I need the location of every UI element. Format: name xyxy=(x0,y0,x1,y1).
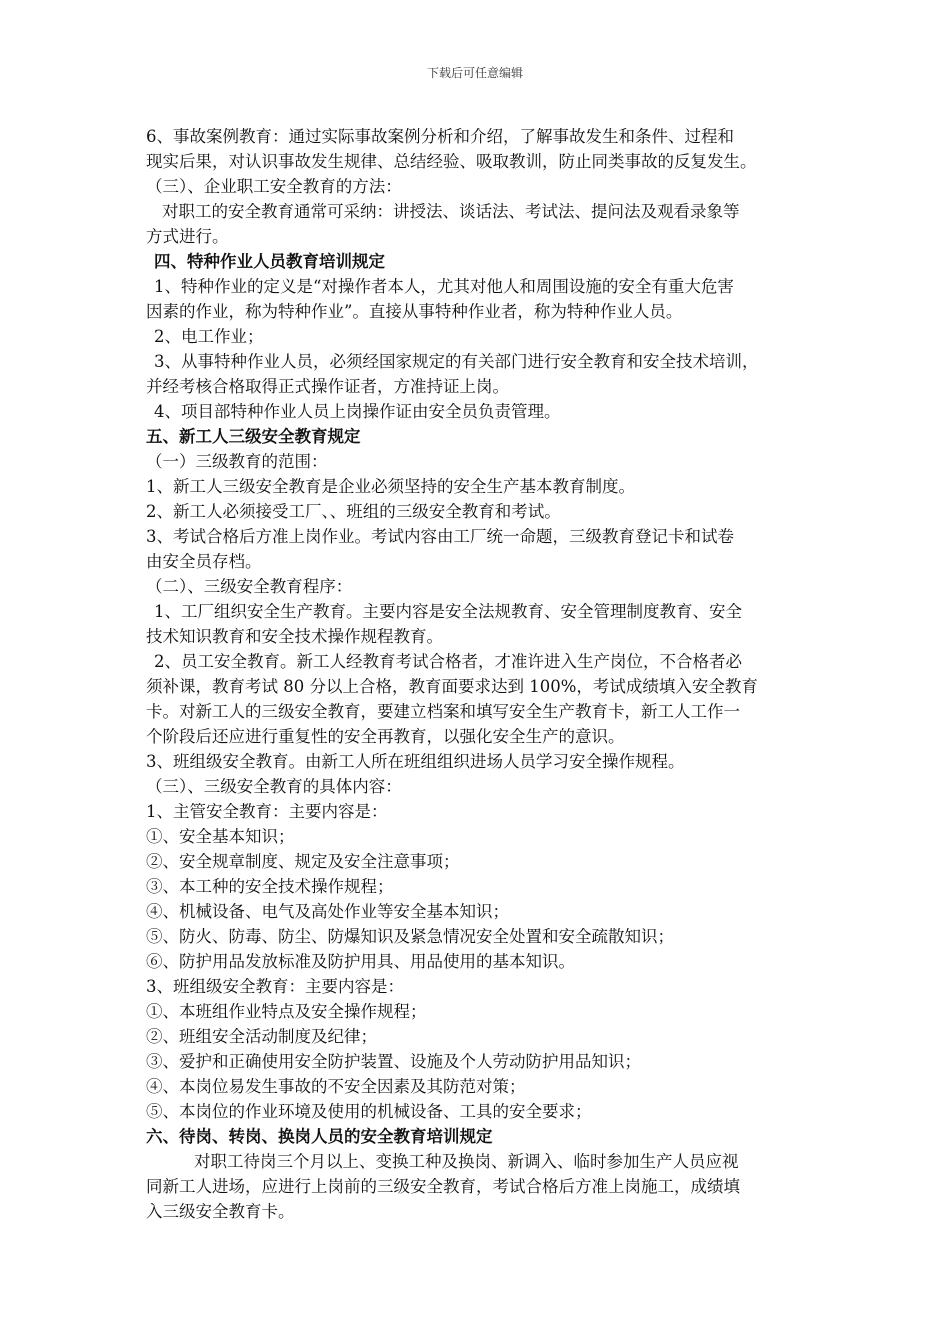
section-heading: 六、待岗、转岗、换岗人员的安全教育培训规定 xyxy=(146,1127,493,1146)
text-line: ①、本班组作业特点及安全操作规程； xyxy=(146,1002,427,1021)
text-line: 2、电工作业； xyxy=(154,327,264,346)
text-line: 2、新工人必须接受工厂、、班组的三级安全教育和考试。 xyxy=(146,502,561,521)
text-line: （三）、三级安全教育的具体内容： xyxy=(146,777,402,796)
text-line: 1、新工人三级安全教育是企业必须坚持的安全生产基本教育制度。 xyxy=(146,477,635,496)
text-line: 方式进行。 xyxy=(146,227,229,246)
text-line: 3、从事特种作业人员，必须经国家规定的有关部门进行安全教育和安全技术培训， xyxy=(154,352,759,371)
text-line: 卡。对新工人的三级安全教育，要建立档案和填写安全生产教育卡，新工人工作一 xyxy=(146,702,740,721)
text-line: ①、安全基本知识； xyxy=(146,827,295,846)
text-line: ⑤、防火、防毒、防尘、防爆知识及紧急情况安全处置和安全疏散知识； xyxy=(146,927,674,946)
text-line: ③、本工种的安全技术操作规程； xyxy=(146,877,394,896)
text-line: ②、安全规章制度、规定及安全注意事项； xyxy=(146,852,460,871)
text-line: 3、班组级安全教育：主要内容是： xyxy=(146,977,404,996)
text-line: 因素的作业，称为特种作业”。直接从事特种作业者，称为特种作业人员。 xyxy=(146,302,683,321)
text-line: 1、主管安全教育：主要内容是： xyxy=(146,802,388,821)
text-line: 3、班组级安全教育。由新工人所在班组组织进场人员学习安全操作规程。 xyxy=(146,752,685,771)
text-line: 个阶段后还应进行重复性的安全再教育，以强化安全生产的意识。 xyxy=(146,727,625,746)
text-line: 对职工待岗三个月以上、变换工种及换岗、新调入、临时参加生产人员应视 xyxy=(194,1152,739,1171)
text-line: ③、爱护和正确使用安全防护装置、设施及个人劳动防护用品知识； xyxy=(146,1052,641,1071)
text-line: 6、事故案例教育：通过实际事故案例分析和介绍，了解事故发生和条件、过程和 xyxy=(146,127,734,146)
text-line: ④、机械设备、电气及高处作业等安全基本知识； xyxy=(146,902,509,921)
text-line: ②、班组安全活动制度及纪律； xyxy=(146,1027,377,1046)
text-line: （一）三级教育的范围： xyxy=(146,452,328,471)
text-line: （二）、三级安全教育程序： xyxy=(146,577,353,596)
text-line: 1、工厂组织安全生产教育。主要内容是安全法规教育、安全管理制度教育、安全 xyxy=(154,602,742,621)
text-line: 3、考试合格后方准上岗作业。考试内容由工厂统一命题，三级教育登记卡和试卷 xyxy=(146,527,734,546)
text-line: （三）、企业职工安全教育的方法： xyxy=(146,177,402,196)
text-line: 入三级安全教育卡。 xyxy=(146,1202,295,1221)
document-body xyxy=(146,124,810,1224)
text-line: 现实后果，对认识事故发生规律、总结经验、吸取教训，防止同类事故的反复发生。 xyxy=(146,152,757,171)
section-heading: 四、特种作业人员教育培训规定 xyxy=(154,252,385,271)
text-line: ⑤、本岗位的作业环境及使用的机械设备、工具的安全要求； xyxy=(146,1102,592,1121)
text-line: 2、员工安全教育。新工人经教育考试合格者，才准许进入生产岗位，不合格者必 xyxy=(154,652,742,671)
text-line: ④、本岗位易发生事故的不安全因素及其防范对策； xyxy=(146,1077,526,1096)
text-line: 并经考核合格取得正式操作证者，方准持证上岗。 xyxy=(146,377,509,396)
text-line: 1、特种作业的定义是“对操作者本人，尤其对他人和周围设施的安全有重大危害 xyxy=(154,277,734,296)
text-line: 由安全员存档。 xyxy=(146,552,262,571)
text-line: 对职工的安全教育通常可采纳：讲授法、谈话法、考试法、提问法及观看录象等 xyxy=(162,202,740,221)
text-line: 4、项目部特种作业人员上岗操作证由安全员负责管理。 xyxy=(154,402,561,421)
section-heading: 五、新工人三级安全教育规定 xyxy=(146,427,361,446)
text-line: ⑥、防护用品发放标准及防护用具、用品使用的基本知识。 xyxy=(146,952,575,971)
text-line: 同新工人进场，应进行上岗前的三级安全教育，考试合格后方准上岗施工，成绩填 xyxy=(146,1177,740,1196)
text-line: 须补课，教育考试 80 分以上合格，教育面要求达到 100%，考试成绩填入安全教育 xyxy=(146,677,758,696)
text-line: 技术知识教育和安全技术操作规程教育。 xyxy=(146,627,443,646)
page-header: 下载后可任意编辑 xyxy=(426,66,523,80)
